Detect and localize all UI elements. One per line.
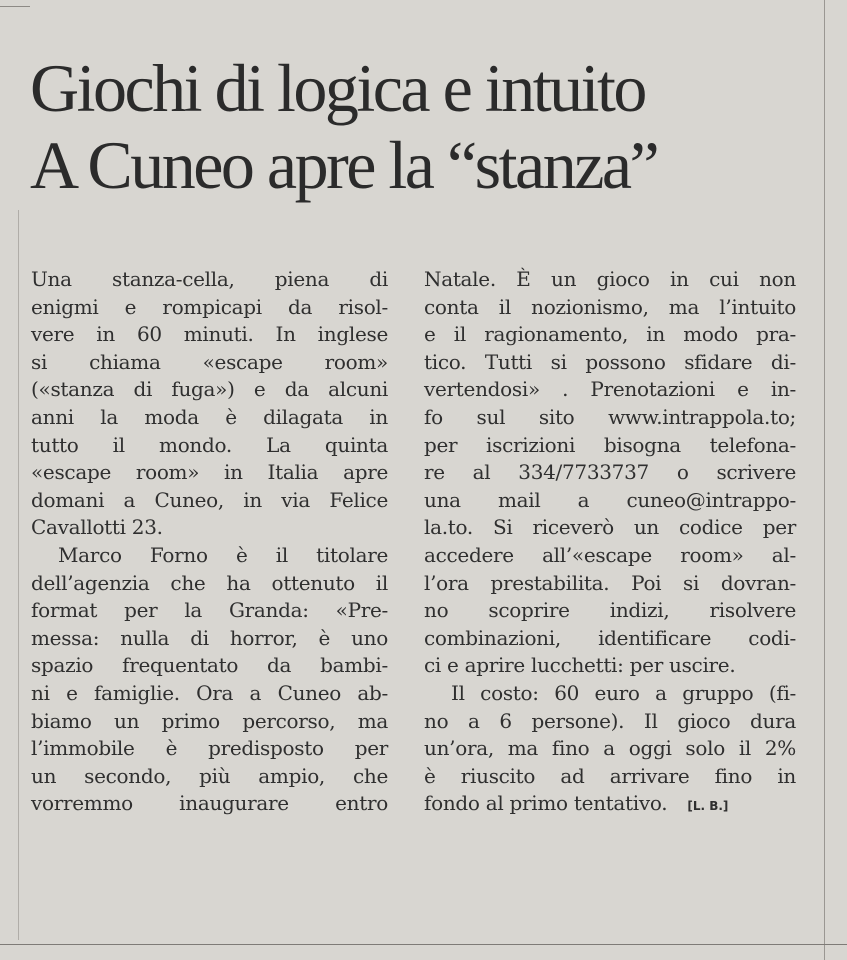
text-line: biamo un primo percorso, ma bbox=[31, 708, 388, 733]
headline-line: Giochi di logica e intuito bbox=[30, 50, 645, 126]
text-line: Natale. È un gioco in cui non bbox=[424, 267, 796, 291]
article-headline bbox=[30, 50, 820, 204]
text-line: è riuscito ad arrivare fino in bbox=[424, 763, 796, 788]
text-line: messa: nulla di horror, è uno bbox=[31, 625, 388, 650]
text-line: dell’agenzia che ha ottenuto il bbox=[31, 570, 388, 595]
text-line: vorremmo inaugurare entro bbox=[31, 791, 388, 816]
text-line: domani a Cuneo, in via Felice bbox=[31, 487, 388, 512]
text-line: ci e aprire lucchetti: per uscire. bbox=[424, 653, 736, 678]
text-line: Marco Forno è il titolare bbox=[58, 542, 388, 567]
text-line: format per la Granda: «Pre- bbox=[31, 598, 388, 623]
divider bbox=[824, 0, 825, 960]
text-line: ni e famiglie. Ora a Cuneo ab- bbox=[31, 680, 388, 705]
text-line: fo sul sito www.intrappola.to; bbox=[424, 404, 796, 429]
text-line-final bbox=[424, 790, 796, 821]
text-line: tico. Tutti si possono sfidare di- bbox=[424, 349, 796, 374]
text-line: no scoprire indizi, risolvere bbox=[424, 598, 796, 623]
text-line: un secondo, più ampio, che bbox=[31, 763, 388, 788]
author-signature: [L. B.] bbox=[687, 799, 729, 814]
text-line: («stanza di fuga») e da alcuni bbox=[31, 377, 388, 402]
text-line: fondo al primo tentativo. bbox=[424, 791, 668, 816]
article-column-2 bbox=[424, 266, 796, 821]
text-line: spazio frequentato da bambi- bbox=[31, 653, 388, 678]
text-line: si chiama «escape room» bbox=[31, 349, 388, 374]
text-line: «escape room» in Italia apre bbox=[31, 460, 388, 485]
text-line: l’ora prestabilita. Poi si dovran- bbox=[424, 570, 796, 595]
text-line: per iscrizioni bisogna telefona- bbox=[424, 432, 796, 457]
text-line: anni la moda è dilagata in bbox=[31, 404, 388, 429]
text-line: Una stanza-cella, piena di bbox=[31, 267, 388, 291]
text-line: una mail a cuneo@intrappo- bbox=[424, 487, 796, 512]
text-line: Cavallotti 23. bbox=[31, 515, 163, 540]
text-line: re al 334/7733737 o scrivere bbox=[424, 460, 796, 485]
text-line: l’immobile è predisposto per bbox=[31, 736, 388, 761]
text-line: conta il nozionismo, ma l’intuito bbox=[424, 294, 796, 319]
article-column-1 bbox=[31, 266, 388, 818]
text-line: Il costo: 60 euro a gruppo (fi- bbox=[451, 680, 796, 705]
text-line: enigmi e rompicapi da risol- bbox=[31, 294, 388, 319]
text-line: combinazioni, identificare codi- bbox=[424, 625, 796, 650]
divider bbox=[0, 944, 847, 945]
text-line: vertendosi» . Prenotazioni e in- bbox=[424, 377, 796, 402]
headline-line: A Cuneo apre la “stanza” bbox=[30, 127, 658, 203]
text-line: tutto il mondo. La quinta bbox=[31, 432, 388, 457]
divider bbox=[18, 210, 19, 940]
text-line: un’ora, ma fino a oggi solo il 2% bbox=[424, 736, 796, 761]
divider bbox=[0, 6, 30, 7]
text-line: no a 6 persone). Il gioco dura bbox=[424, 708, 796, 733]
text-line: e il ragionamento, in modo pra- bbox=[424, 322, 796, 347]
text-line: vere in 60 minuti. In inglese bbox=[31, 322, 388, 347]
text-line: la.to. Si riceverò un codice per bbox=[424, 515, 796, 540]
text-line: accedere all’«escape room» al- bbox=[424, 542, 796, 567]
